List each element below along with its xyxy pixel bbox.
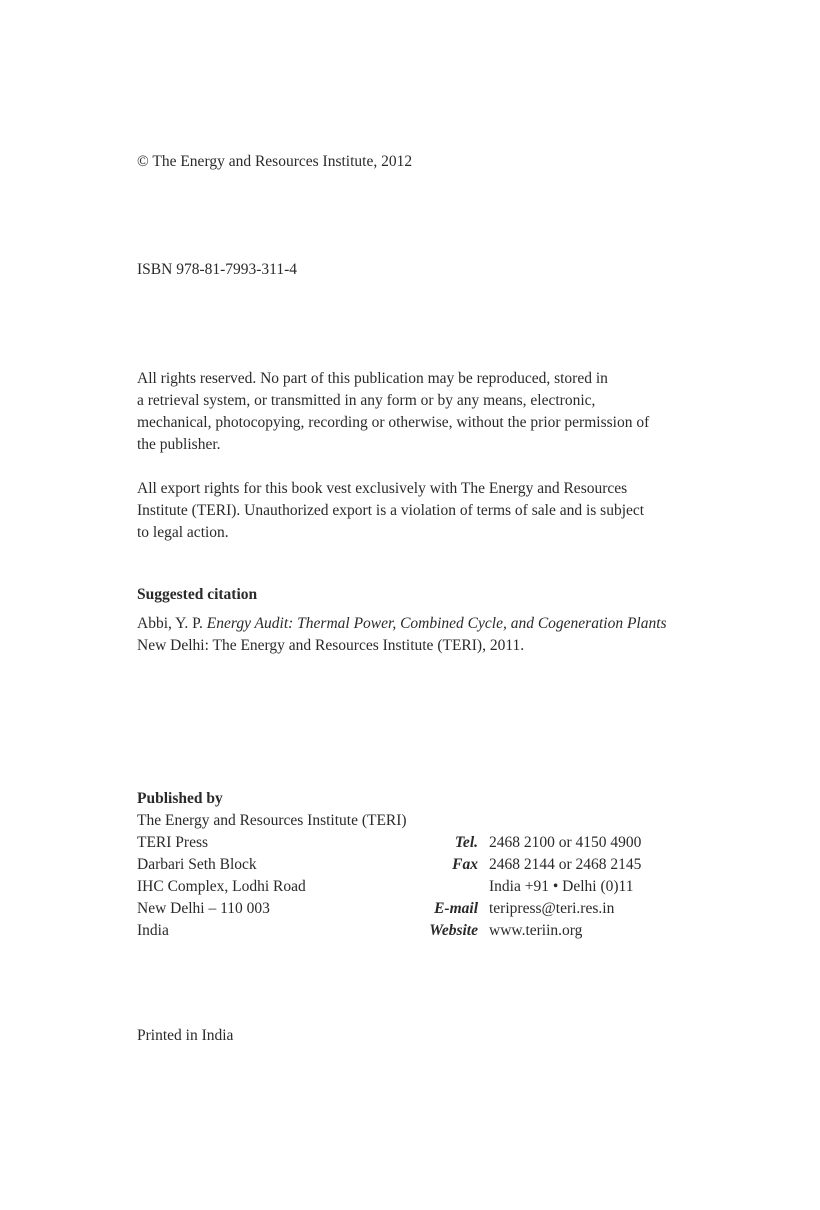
contact-label-fax: Fax [452,856,478,873]
export-line: Institute (TERI). Unauthorized export is a violation of terms of sale and is subject [137,502,645,519]
citation-publication: New Delhi: The Energy and Resources Institute (TERI), 2011. [137,637,525,654]
address-line: India [137,922,169,939]
contact-value-website: www.teriin.org [489,922,583,939]
rights-line: mechanical, photocopying, recording or otherwise, without the prior permission of [137,414,650,431]
isbn-number: ISBN 978-81-7993-311-4 [137,261,298,278]
export-rights-paragraph [137,478,682,544]
address-line: Darbari Seth Block [137,856,257,873]
citation-author: Abbi, Y. P. [137,615,203,632]
rights-line: All rights reserved. No part of this publication may be reproduced, stored in [137,370,608,387]
rights-statement [137,368,682,544]
contact-label-email: E-mail [434,900,478,917]
contact-label-tel: Tel. [454,834,478,851]
export-line: All export rights for this book vest exclusively with The Energy and Resources [137,480,628,497]
suggested-citation [137,584,697,657]
publisher-row [137,876,697,898]
copyright-notice: © The Energy and Resources Institute, 2012 [137,153,413,170]
citation-title: Energy Audit: Thermal Power, Combined Cycle, and Cogeneration Plants [206,615,667,632]
address-line: IHC Complex, Lodhi Road [137,878,306,895]
publisher-details [137,788,697,942]
contact-value-tel: 2468 2100 or 4150 4900 [489,834,642,851]
publisher-row [137,898,697,920]
export-line: to legal action. [137,524,229,541]
rights-paragraph [137,368,682,456]
contact-label-website: Website [429,922,478,939]
citation-line [137,613,697,635]
citation-heading: Suggested citation [137,586,258,603]
publisher-heading: Published by [137,790,223,807]
publisher-row [137,920,697,942]
contact-value-fax: 2468 2144 or 2468 2145 [489,856,642,873]
printed-in-notice: Printed in India [137,1027,234,1044]
address-line: New Delhi – 110 003 [137,900,270,917]
rights-line: the publisher. [137,436,221,453]
address-line: TERI Press [137,834,209,851]
publisher-row [137,854,697,876]
rights-line: a retrieval system, or transmitted in any form or by any means, electronic, [137,392,596,409]
contact-value-email: teripress@teri.res.in [489,900,615,917]
contact-value-dialing-code: India +91 • Delhi (0)11 [489,878,634,895]
publisher-name: The Energy and Resources Institute (TERI) [137,812,407,829]
publisher-row [137,832,697,854]
